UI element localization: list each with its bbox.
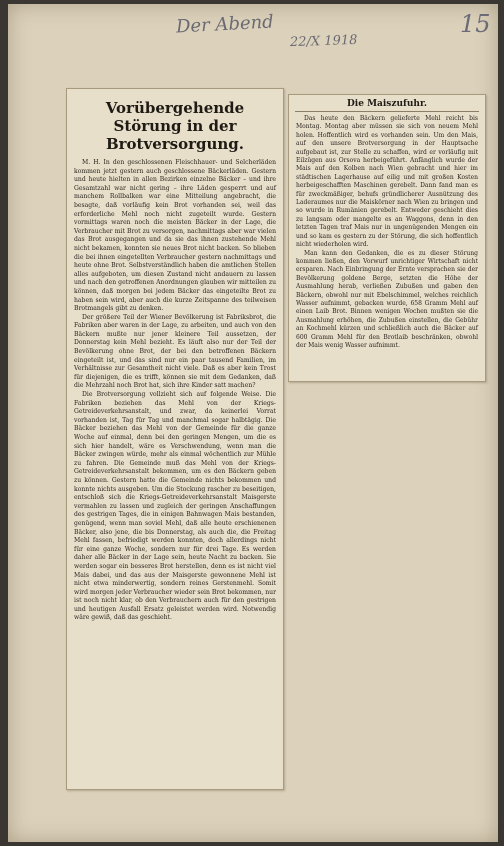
left-paragraph: Die Brotversorgung vollzieht sich auf folgende Weise. Die Fabriken beziehen das Mehl von der Kriegs-Getreideverkehrsanstalt, und zwar, da keinerlei Vorrat vorhanden ist, Tag für Tag und manchmal sogar halbtägig. Die Bäcker beziehen das Mehl von der Gemeinde für die ganze Woche auf einmal, denn bei den geringen Mengen, um die es sich hier handelt, wäre es Verschwendung, wenn man die Bäcker zwingen würde, mehr als einmal wöchentlich zur Mühle zu fahren. Die Gemeinde muß das Mehl von der Kriegs-Getreideverkehrsanstalt bekommen, um es den Bäckern geben zu können. Gestern hatte die Gemeinde nichts bekommen und konnte nichts ausgeben. Um die Stockung rascher zu beseitigen, entschloß sich die Kriegs-Getreideverkehrsanstalt Maisgerste vermahlen zu lassen und zugleich der geringen Anschaffungen des gestrigen Tages, die in einigen Bahnwagen Mais bestanden, genügend, wenn man soviel Mehl, daß alle heute erschienenen Bäcker, also jene, die bis Donnerstag, als auch die, die Freitag Mehl fassen, befriedigt werden konnten, doch allerdings nicht für eine ganze Woche, sondern nur für drei Tage. Es werden daher alle Bäcker in der Lage sein, heute Nacht zu backen. Sie werden sogar ein besseres Brot herstellen, denn es ist nicht viel Mais dabei, und das aus der Maisgerste gewonnene Mehl ist nicht etwa minderwertig, sondern reines Gerstenmehl. Somit wird morgen jeder Verbraucher wieder sein Brot bekommen, nur ist noch nicht klar, ob den Verbrauchern auch für den gestrigen und heutigen Ausfall Ersatz geleistet werden wird. Notwendig wäre gewiß, daß das geschieht.	[74, 391, 276, 622]
right-headline: Die Maiszufuhr.	[295, 99, 479, 112]
right-paragraph: Das heute den Bäckern gelieferte Mehl reicht bis Montag. Montag aber müssen sie sich von neuem Mehl holen. Hoffentlich wird es vorhanden sein. Um den Mais, auf den unsere Brotversorgung in der Hauptsache aufgebaut ist, zur Stelle zu schaffen, wird er vorläufig mit Eilzügen aus Orsova herbeigeführt. Anfänglich wurde der Mais auf den Kolben nach Wien gebracht und hier im städtischen Lagerhause auf eilig und mit großen Kosten herbeigeschafften Maschinen gerebelt. Dann fand man es für zweckmäßiger, behufs gründlicherer Ausnützung des Laderaumes nur die Maiskörner nach Wien zu bringen und so wurde in Rumänien gerebelt. Entweder geschieht dies zu langsam oder mangelte es an Waggons, denn in den letzten Tagen traf Mais nur in ungenügenden Mengen ein und so kam es gestern zu der Störung, die sich hoffentlich nicht wiederholen wird.	[296, 115, 478, 249]
left-headline: Vorübergehende Störung in der Brotversorgung.	[105, 99, 245, 153]
left-article-body	[74, 159, 276, 623]
handwritten-source: Der Abend	[175, 11, 275, 38]
right-article-body	[296, 115, 478, 350]
left-paragraph: M. H. In den geschlossenen Fleischhauer- und Selcherläden kommen jetzt gestern auch geschlossene Bäckerläden. Gestern und heute hielten in allen Bezirken einzelne Bäcker – und ihre Gesamtzahl war nicht gering – ihre Läden gesperrt und auf manchem Rollbalken war eine Mitteilung angebracht, die besagte, daß vorläufig kein Brot vorhanden sei, weil das erforderliche Mehl noch nicht zugeteilt wurde. Gestern vormittags waren noch die meisten Bäcker in der Lage, die Verbraucher mit Brot zu versorgen, nachmittags aber war vielen das Brot ausgegangen und da sie das ihnen zustehende Mehl nicht bekamen, konnten sie neues Brot nicht backen. So blieben die bei ihnen eingetellten Verbraucher gestern nachmittags und heute ohne Brot. Selbstverständlich haben die amtlichen Stellen alles aufgeboten, um diesen Zustand nicht andauern zu lassen und nach den getroffenen Anordnungen glauben wir mitteilen zu können, daß morgen bei jedem Bäcker das eingeteilte Brot zu haben sein wird, aber auch die kurze Zeitspanne des teilweisen Brotmangels gibt zu denken.	[74, 159, 276, 313]
handwritten-page-number: 15	[460, 10, 491, 38]
left-paragraph: Der größere Teil der Wiener Bevölkerung ist Fabriksbrot, die Fabriken aber waren in der Lage, zu arbeiten, und auch von den Bäckern mußte nur jener kleinere Teil aussetzen, der Donnerstag kein Mehl bezieht. Es läuft also nur der Teil der Bevölkerung ohne Brot, der bei den betroffenen Bäckern eingeteilt ist, und das sind nur ein paar tausend Familien, im Verhältnisse zur Gesamtheit nicht viele. Daß es aber kein Trost für diejenigen, die es trifft, können sie mit dem Gedanken, daß die Mehrzahl noch Brot hat, sich ihre Kinder satt machen?	[74, 313, 276, 390]
clipping-left	[66, 88, 284, 790]
archive-sheet	[8, 4, 498, 842]
right-paragraph: Man kann den Gedanken, die es zu dieser Störung kommen ließen, den Vorwurf unrichtiger Wirtschaft nicht ersparen. Nach Einbringung der Ernte versprachen sie der Bevölkerung goldene Berge, setzten die Höhe der Ausmahlung herab, verließen Zubußen und gaben den Bäckern, obwohl nur mit Ebelschimmel, welches reichlich Wasser aufnimmt, gebacken wurde, 658 Gramm Mehl auf einen Laib Brot. Binnen wenigen Wochen mußten sie die Ausmahlung erhöhen, die Zubußen einstellen, die Gebühr an Kochmehl kürzen und schließlich auch die Bäcker auf 600 Gramm Mehl für den Brotlaib beschränken, obwohl der Mais wenig Wasser aufnimmt.	[296, 249, 478, 349]
handwritten-date: 22/X 1918	[289, 32, 358, 51]
clipping-right	[288, 94, 486, 382]
